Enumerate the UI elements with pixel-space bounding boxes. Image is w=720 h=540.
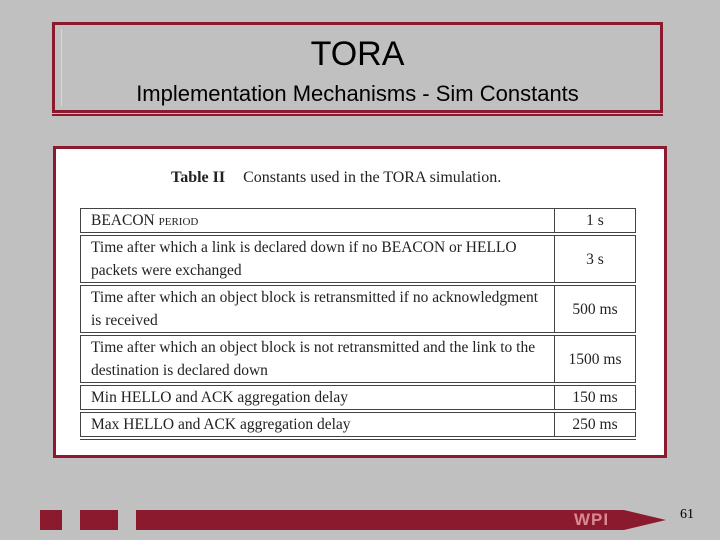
slide-title: TORA [310,35,405,73]
row-label: Time after which an object block is retransmitted if no acknowledgment is received [81,284,555,334]
table-row [81,234,636,284]
row-label: Time after which an object block is not retransmitted and the link to the destination is declared down [81,334,555,384]
row-value: 3 s [555,234,636,284]
arrow-right-icon [624,510,666,530]
row-value: 150 ms [555,384,636,411]
footer-square-wide [80,510,118,530]
wpi-logo: WPI [574,510,610,529]
title-frame [52,22,663,113]
footer-bar [136,510,624,530]
page-number: 61 [680,507,694,522]
table-row [81,284,636,334]
table-row [81,209,636,235]
row-value: 500 ms [555,284,636,334]
row-label: Time after which a link is declared down if no BEACON or HELLO packets were exchanged [81,234,555,284]
table-caption-text: Constants used in the TORA simulation. [243,169,502,186]
row-value: 1500 ms [555,334,636,384]
table-caption-label: Table II [171,169,226,186]
row-label: Min HELLO and ACK aggregation delay [81,384,555,411]
table-figure [53,146,667,458]
constants-table [80,208,636,440]
table-row [81,334,636,384]
table-row [81,411,636,438]
row-value: 250 ms [555,411,636,438]
row-label: Max HELLO and ACK aggregation delay [81,411,555,438]
row-label: BEACON period [81,209,555,235]
row-value: 1 s [555,209,636,235]
slide-subtitle: Implementation Mechanisms - Sim Constants [136,81,579,106]
table-row [81,384,636,411]
footer-square-small [40,510,62,530]
table-caption [171,169,501,187]
